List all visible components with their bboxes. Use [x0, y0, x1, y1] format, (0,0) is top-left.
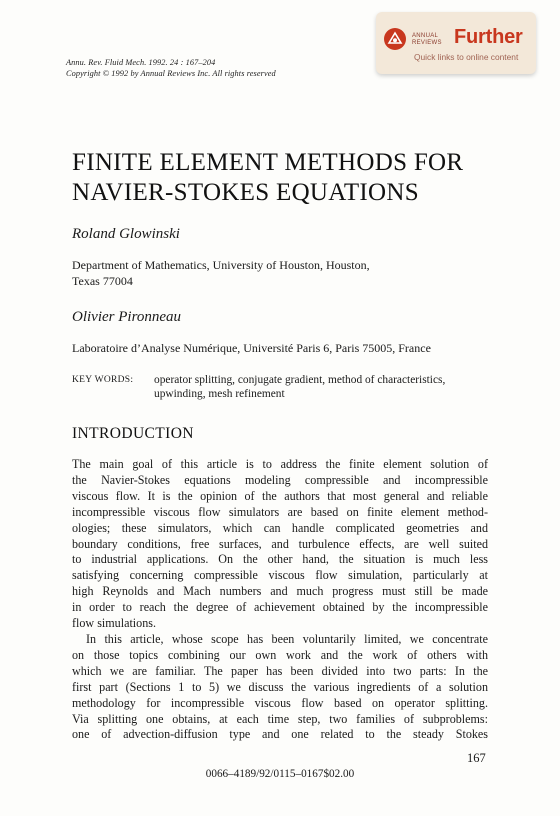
section-heading: INTRODUCTION	[72, 425, 194, 442]
body-text	[72, 457, 488, 743]
body-line: satisfying concerning compressible viscous flow simulation, particularly at	[72, 568, 488, 583]
keywords-list	[154, 373, 504, 401]
body-line: to industrial applications. On the other hand, the situation is much less	[72, 552, 488, 567]
author-affiliation	[72, 340, 512, 356]
body-line: incompressible viscous flow simulators are based on finite element method-	[72, 504, 488, 519]
body-line: the Navier-Stokes equations modeling compressible and incompressible	[72, 472, 488, 487]
page-number: 167	[467, 751, 486, 765]
keywords-line: operator splitting, conjugate gradient, method of characteristics,	[154, 374, 446, 386]
further-tagline: Quick links to online content	[414, 52, 519, 62]
body-line: Via splitting one obtains, at each time step, two families of subproblems:	[72, 711, 488, 726]
body-line: which we are familiar. The paper has been divided into two parts: In the	[72, 663, 488, 678]
body-line: flow simulations.	[72, 616, 156, 631]
annual-reviews-logo-icon	[384, 28, 406, 50]
keywords-label: KEY WORDS:	[72, 375, 134, 385]
affiliation-line: Texas 77004	[72, 274, 133, 288]
body-line: ologies; these simulators, which can handle complicated geometries and	[72, 520, 488, 535]
affiliation-line: Department of Mathematics, University of Houston, Houston,	[72, 258, 370, 272]
further-label: Further	[454, 26, 523, 48]
author-affiliation	[72, 257, 512, 289]
keywords-line: upwinding, mesh refinement	[154, 388, 285, 400]
body-line: first part (Sections 1 to 5) we discuss the various ingredients of a solution	[72, 679, 488, 694]
body-line: one of advection-diffusion type and one related to the steady Stokes	[72, 727, 488, 742]
title-line: FINITE ELEMENT METHODS FOR	[72, 149, 464, 176]
author-name: Roland Glowinski	[72, 226, 180, 242]
article-title	[72, 148, 532, 208]
citation-line: Annu. Rev. Fluid Mech. 1992. 24 : 167–204	[66, 58, 216, 67]
body-line: in order to reach the degree of achievement obtained by the incompressible	[72, 600, 488, 615]
body-line: In this article, whose scope has been voluntarily limited, we concentrate	[86, 631, 488, 646]
journal-citation	[66, 57, 276, 79]
author-name: Olivier Pironneau	[72, 309, 182, 325]
body-line: methodology for incompressible viscous flow based on operator splitting.	[72, 695, 488, 710]
body-line: on those topics combining our own work and the work of others with	[72, 647, 488, 662]
brand-annual: ANNUAL	[412, 33, 439, 39]
body-line: boundary conditions, free surfaces, and turbulence effects, are well suited	[72, 536, 488, 551]
title-line: NAVIER-STOKES EQUATIONS	[72, 179, 419, 206]
body-line: The main goal of this article is to address the finite element solution of	[72, 457, 488, 471]
further-banner[interactable]	[376, 12, 536, 74]
body-line: high Reynolds and Mach numbers and much progress must still be made	[72, 584, 488, 599]
copyright-line: Copyright © 1992 by Annual Reviews Inc. All rights reserved	[66, 69, 276, 78]
affiliation-line: Laboratoire d’Analyse Numérique, Université Paris 6, Paris 75005, France	[72, 341, 431, 355]
brand-reviews: REVIEWS	[412, 40, 442, 46]
article-code: 0066–4189/92/0115–0167$02.00	[205, 768, 355, 780]
body-line: viscous flow. It is the opinion of the authors that most general and reliable	[72, 488, 488, 503]
